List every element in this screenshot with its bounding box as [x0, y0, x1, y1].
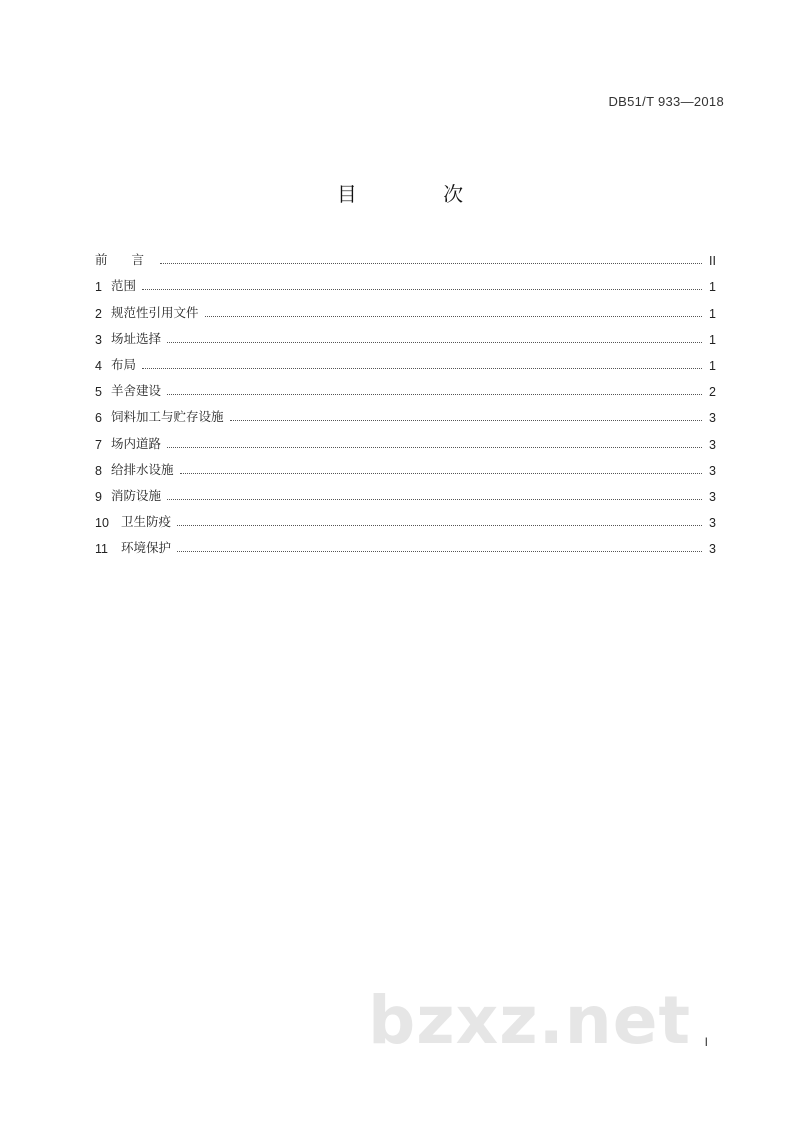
toc-entry-page: 3	[709, 437, 716, 452]
toc-entry-page: 2	[709, 385, 716, 400]
toc-entry-label: 羊舍建设	[111, 383, 162, 399]
toc-entry-label: 饲料加工与贮存设施	[111, 409, 224, 425]
site-watermark: bzxz.net	[368, 982, 692, 1059]
toc-entry-number: 10	[95, 516, 109, 531]
table-of-contents	[95, 242, 716, 556]
toc-entry-page: 3	[709, 489, 716, 504]
toc-entry-number: 9	[95, 489, 102, 504]
toc-leader-dots	[180, 472, 702, 474]
toc-entry-4[interactable]	[95, 347, 716, 373]
toc-entry-label: 消防设施	[111, 487, 162, 503]
toc-entry-label: 场址选择	[111, 330, 162, 346]
toc-entry-number: 6	[95, 411, 102, 426]
toc-entry-page: II	[709, 254, 716, 269]
toc-entry-2[interactable]	[95, 294, 716, 320]
toc-leader-dots	[167, 341, 702, 343]
toc-entry-page: 1	[709, 358, 716, 373]
toc-entry-number: 7	[95, 437, 102, 452]
toc-entry-page: 1	[709, 332, 716, 347]
toc-leader-dots	[142, 367, 702, 369]
toc-entry-number: 8	[95, 463, 102, 478]
toc-leader-dots	[205, 315, 702, 317]
toc-entry-9[interactable]	[95, 478, 716, 504]
toc-leader-dots	[167, 498, 702, 500]
toc-entry-label: 给排水设施	[111, 461, 174, 477]
toc-entry-label: 卫生防疫	[121, 514, 172, 530]
toc-title: 目 次	[336, 182, 504, 206]
toc-entry-page: 3	[709, 542, 716, 557]
toc-leader-dots	[160, 262, 702, 264]
toc-entry-page: 1	[709, 280, 716, 295]
toc-entry-number: 11	[95, 542, 108, 557]
toc-leader-dots	[230, 419, 702, 421]
toc-leader-dots	[167, 393, 702, 395]
toc-entry-number: 2	[95, 306, 102, 321]
toc-entry-1[interactable]	[95, 268, 716, 294]
toc-leader-dots	[177, 550, 702, 552]
toc-entry-label: 规范性引用文件	[111, 304, 199, 320]
toc-entry-label: 布局	[111, 356, 137, 372]
toc-entry-page: 1	[709, 306, 716, 321]
toc-entry-page: 3	[709, 463, 716, 478]
toc-entry-10[interactable]	[95, 504, 716, 530]
toc-entry-number: 4	[95, 358, 102, 373]
toc-entry-number: 5	[95, 385, 102, 400]
toc-entry-number: 1	[95, 280, 102, 295]
toc-entry-5[interactable]	[95, 373, 716, 399]
toc-leader-dots	[177, 524, 702, 526]
toc-entry-3[interactable]	[95, 321, 716, 347]
toc-entry-6[interactable]	[95, 399, 716, 425]
toc-entry-label: 场内道路	[111, 435, 162, 451]
toc-entry-label: 前 言	[95, 252, 154, 268]
toc-entry-label: 环境保护	[121, 540, 172, 556]
page-number: I	[704, 1035, 708, 1049]
toc-entry-page: 3	[709, 516, 716, 531]
toc-entry-page: 3	[709, 411, 716, 426]
toc-leader-dots	[167, 446, 702, 448]
document-code: DB51/T 933—2018	[608, 94, 724, 109]
toc-leader-dots	[142, 288, 702, 290]
toc-entry-foreword[interactable]	[95, 242, 716, 268]
toc-entry-7[interactable]	[95, 425, 716, 451]
toc-entry-number: 3	[95, 332, 102, 347]
toc-entry-label: 范围	[111, 278, 137, 294]
toc-entry-11[interactable]	[95, 530, 716, 556]
toc-entry-8[interactable]	[95, 452, 716, 478]
